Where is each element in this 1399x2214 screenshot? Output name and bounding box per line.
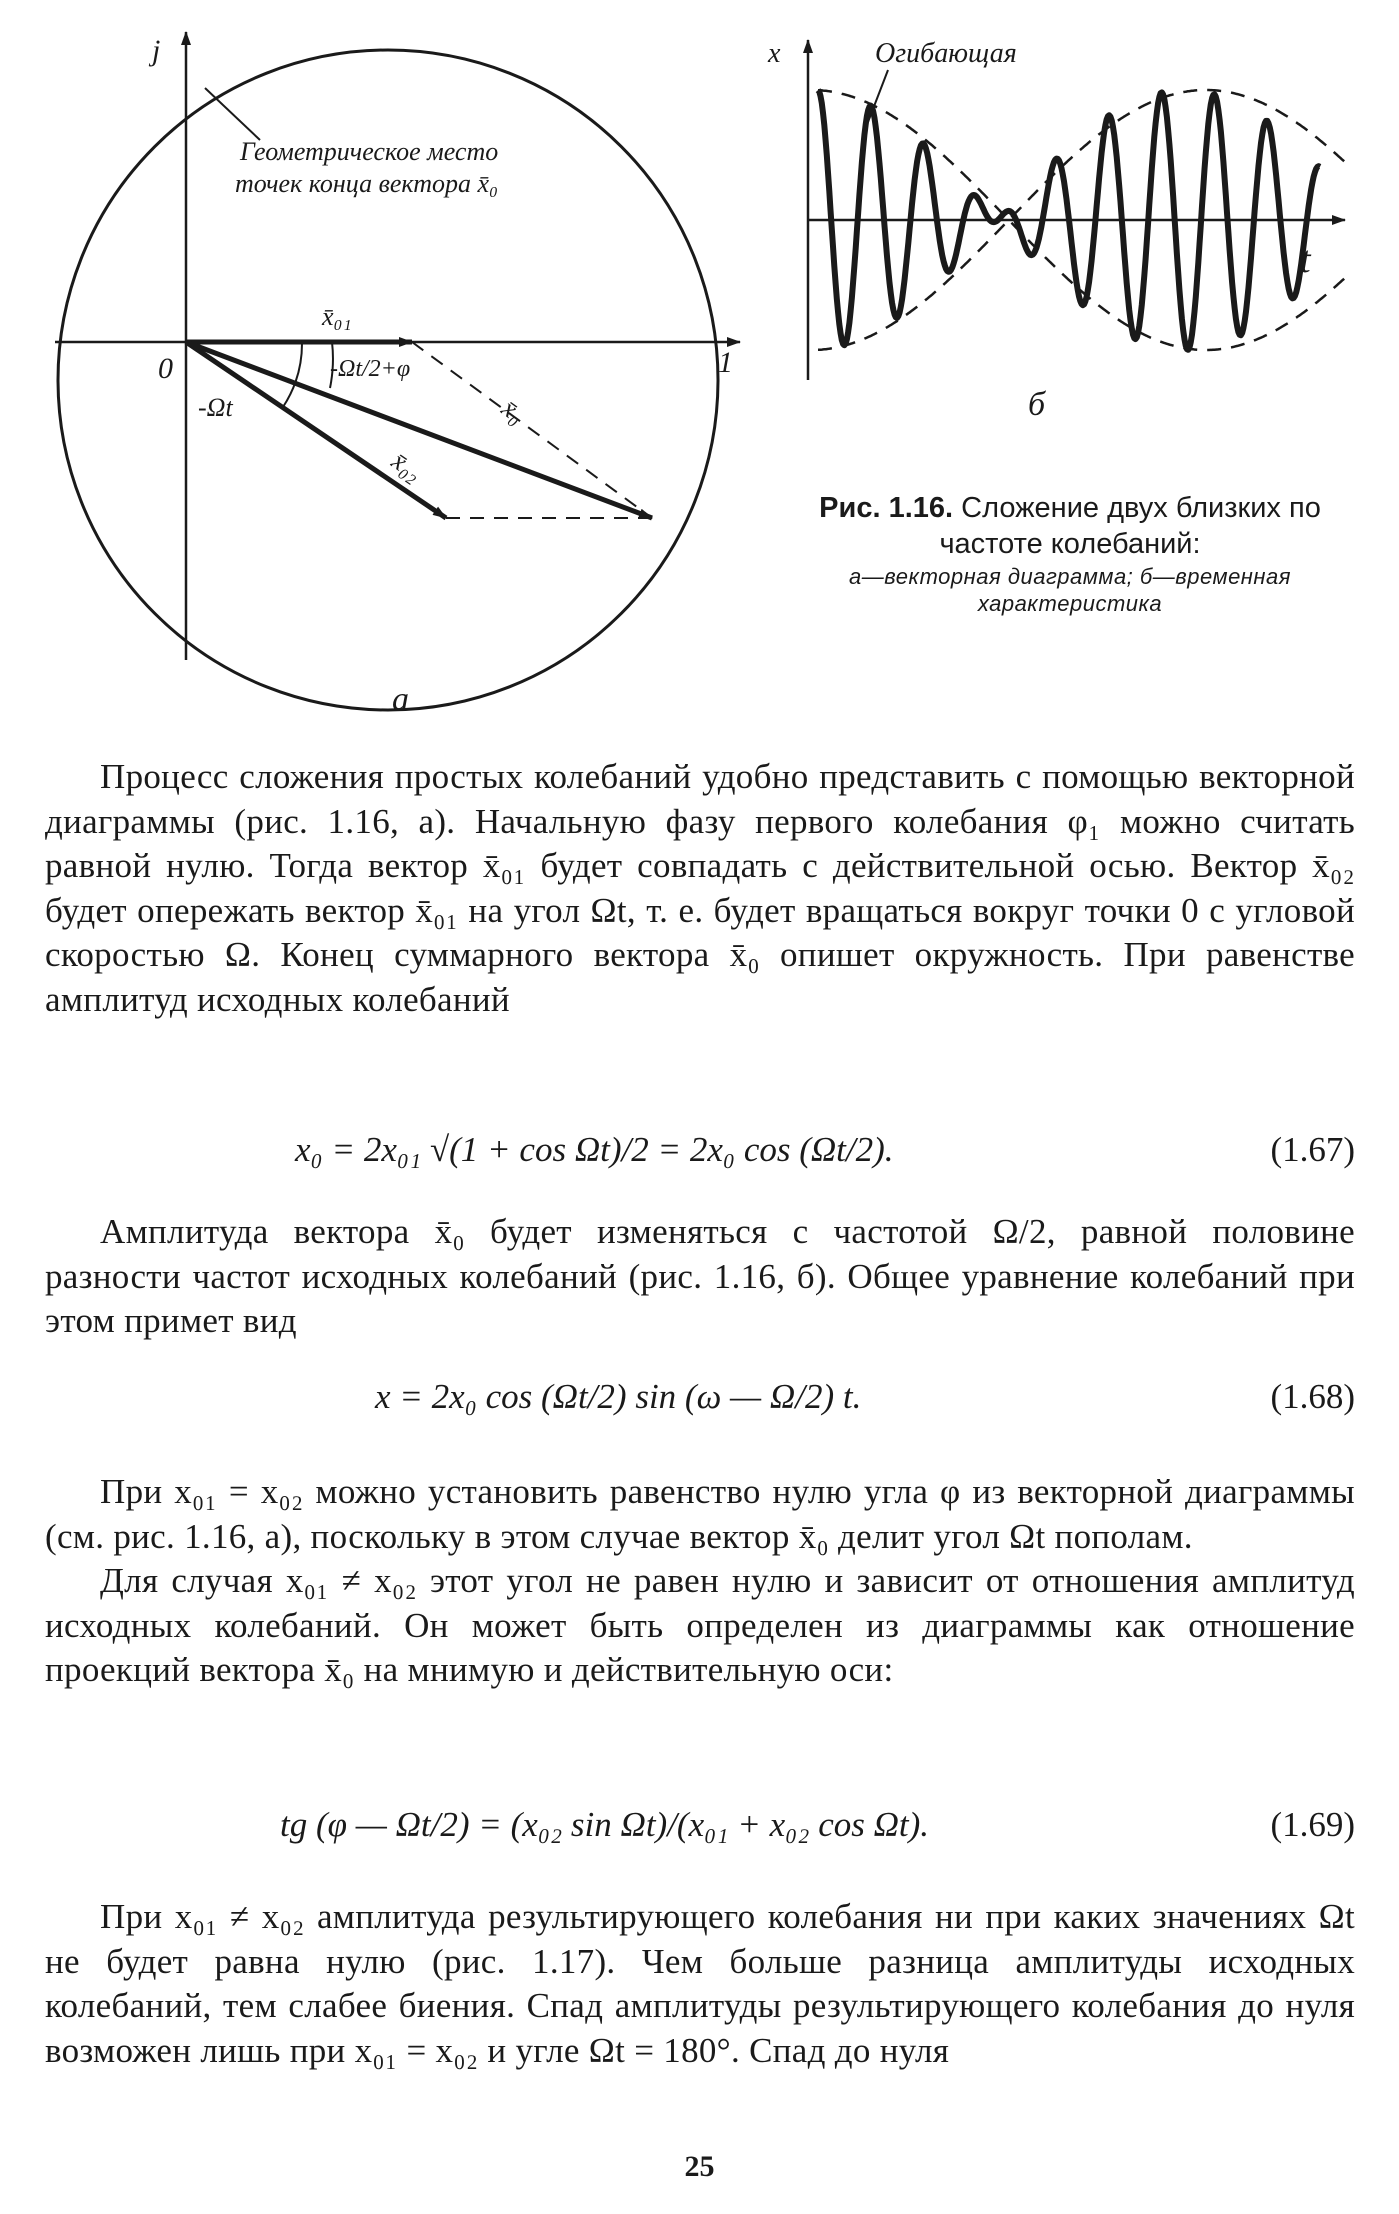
equation-1-68 (45, 1372, 1355, 1422)
label-x02: x̄₀₂ (386, 445, 428, 487)
label-x0: x̄₀ (496, 393, 531, 429)
paragraph-3: При x₀₁ = x₀₂ можно установить равенство нулю угла φ из векторной диаграммы (см. рис. 1.16, а), поскольку в этом случае вектор x̄₀ делит угол Ωt пополам. (45, 1472, 1355, 1556)
equation-1-67 (45, 1125, 1355, 1175)
caption-fig-number: Рис. 1.16. (819, 492, 954, 524)
paragraph-3-container (45, 1470, 1355, 1693)
angle-label-half: -Ωt/2+φ (330, 356, 411, 382)
envelope-label: Огибающая (875, 38, 1017, 69)
equation-1-68-number: (1.68) (1270, 1377, 1355, 1416)
axis-1-label: 1 (718, 346, 733, 379)
label-x01: x̄₀₁ (322, 302, 352, 331)
paragraph-2: Амплитуда вектора x̄₀ будет изменяться с частотой Ω/2, равной половине разности частот исходных колебаний (рис. 1.16, б). Общее уравнение колебаний при этом примет вид (45, 1212, 1355, 1340)
paragraph-5: При x₀₁ ≠ x₀₂ амплитуда результирующего колебания ни при каких значениях Ωt не будет равна нулю (рис. 1.17). Чем больше разница амплитуды исходных колебаний, тем слабее биения. Спад амплитуды результирующего колебания до нуля возможен лишь при x₀₁ = x₀₂ и угле Ωt = 180°. Спад до нуля (45, 1897, 1355, 2070)
paragraph-5-container (45, 1895, 1355, 2073)
figure-b-sublabel: б (1028, 386, 1046, 423)
axis-j-label: j (152, 34, 161, 67)
axis-t-label: t (1300, 239, 1311, 281)
equation-1-69 (45, 1800, 1355, 1850)
axis-x-label: x (768, 38, 781, 69)
paragraph-1-container (45, 755, 1355, 1022)
locus-label-line1: Геометрическое место (240, 137, 499, 166)
equation-1-69-number: (1.69) (1270, 1805, 1355, 1844)
equation-1-67-body: x₀ = 2x₀₁ √(1 + cos Ωt)/2 = 2x₀ cos (Ωt/2). (295, 1130, 894, 1169)
equation-1-67-number: (1.67) (1270, 1130, 1355, 1169)
caption-title-text: Сложение двух близких по частоте колебаний: (939, 492, 1321, 561)
paragraph-4: Для случая x₀₁ ≠ x₀₂ этот угол не равен нулю и зависит от отношения амплитуд исходных колебаний. Он может быть определен из диаграммы как отношение проекций вектора x̄₀ на мнимую и действительную оси: (45, 1561, 1355, 1689)
figure-caption (790, 490, 1350, 618)
paragraph-2-container (45, 1210, 1355, 1344)
caption-subtitle: а—векторная диаграмма; б—временная характеристика (848, 563, 1292, 616)
dashed-line-top (412, 342, 652, 518)
origin-label: 0 (158, 352, 173, 385)
angle-label-full: -Ωt (198, 393, 233, 422)
locus-label-line2: точек конца вектора x̄₀ (235, 169, 499, 198)
figure-a-sublabel: а (392, 681, 409, 718)
equation-1-68-body: x = 2x₀ cos (Ωt/2) sin (ω — Ω/2) t. (375, 1377, 862, 1416)
vector-diagram-figure (40, 20, 760, 720)
vector-x0 (186, 342, 652, 518)
equation-1-69-body: tg (φ — Ωt/2) = (x₀₂ sin Ωt)/(x₀₁ + x₀₂ cos Ωt). (280, 1805, 930, 1844)
paragraph-1: Процесс сложения простых колебаний удобно представить с помощью векторной диаграммы (рис. 1.16, а). Начальную фазу первого колебания φ₁ можно считать равной нулю. Тогда вектор x̄₀₁ будет совпадать с действительной осью. Вектор x̄₀₂ будет опережать вектор x̄₀₁ на угол Ωt, т. е. будет вращаться вокруг точки 0 с угловой скоростью Ω. Конец суммарного вектора x̄₀ опишет окружность. При равенстве амплитуд исходных колебаний (45, 757, 1355, 1019)
locus-leader-line (205, 88, 260, 140)
page-number: 25 (684, 2150, 715, 2183)
caption-title (790, 490, 1350, 563)
time-characteristic-figure (760, 20, 1360, 440)
angle-arc-full (283, 342, 302, 407)
